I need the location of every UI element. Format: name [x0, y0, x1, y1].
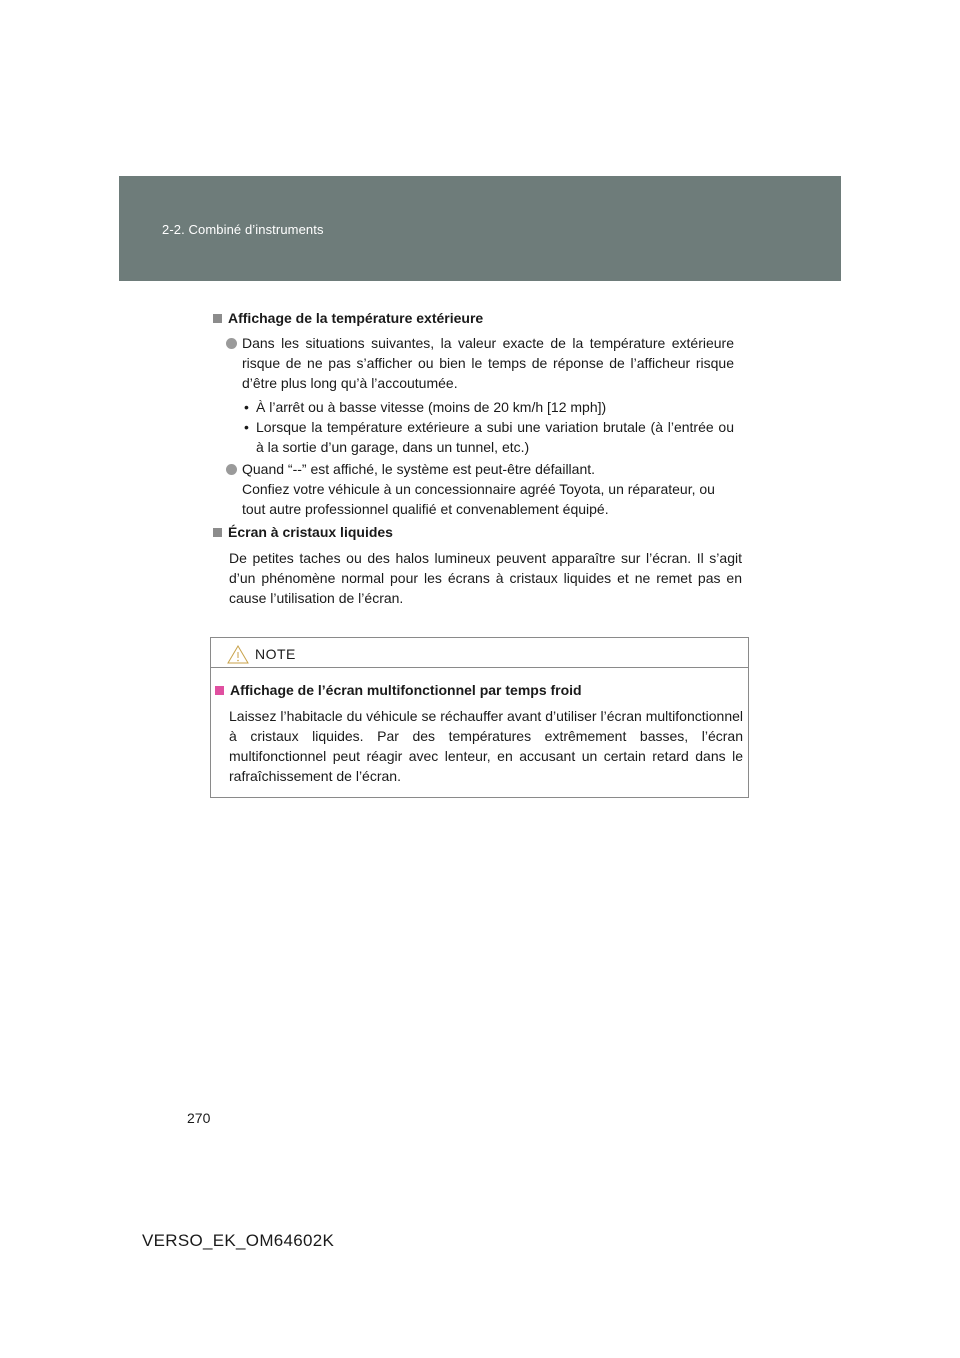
warning-icon [227, 645, 249, 664]
note-label: NOTE [255, 646, 296, 662]
note-text: Laissez l’habitacle du véhicule se réchauffer avant d’utiliser l’écran multifonctionnel à cristaux liquides. Par des températures extrêmement basses, l’écran multifonctionnel peut réagir avec lenteur, en accusant un certain retard dans le rafraîchissement de l’écran. [229, 708, 743, 784]
note-header [211, 638, 748, 668]
circle-bullet-icon [226, 338, 237, 349]
circle-bullet-icon [226, 464, 237, 475]
sub-item-1: • À l’arrêt ou à basse vitesse (moins de 20 km/h [12 mph]) [244, 399, 607, 415]
header-band [119, 176, 841, 281]
heading-lcd: Écran à cristaux liquides [213, 524, 393, 540]
bullet-temperature-1: Dans les situations suivantes, la valeur exacte de la température extérieure risque de ne pas s’afficher ou bien le temps de réponse de l’afficheur risque d’être plus long qu’à l’accoutumée. [242, 333, 734, 393]
square-bullet-icon [213, 314, 222, 323]
heading-temperature: Affichage de la température extérieure [213, 310, 483, 326]
section-title: 2-2. Combiné d’instruments [162, 222, 324, 237]
square-bullet-icon [215, 686, 224, 695]
note-title: Affichage de l’écran multifonctionnel par temps froid [215, 682, 582, 698]
page-number: 270 [187, 1110, 211, 1126]
paragraph-lcd: De petites taches ou des halos lumineux peuvent apparaître sur l’écran. Il s’agit d’un phénomène normal pour les écrans à cristaux liquides et ne remet pas en cause l’utilisation de l’écran. [229, 550, 742, 606]
document-code: VERSO_EK_OM64602K [142, 1231, 335, 1250]
note-box [210, 637, 749, 798]
bullet-temperature-2: Quand “--” est affiché, le système est peut-être défaillant. Confiez votre véhicule à un concessionnaire agréé Toyota, un réparateur, ou tout autre professionnel qualifié et convenablement équipé. [242, 459, 742, 519]
square-bullet-icon [213, 528, 222, 537]
sub-item-2: • Lorsque la température extérieure a subi une variation brutale (à l’entrée ou à la sortie d’un garage, dans un tunnel, etc.) [244, 419, 734, 455]
